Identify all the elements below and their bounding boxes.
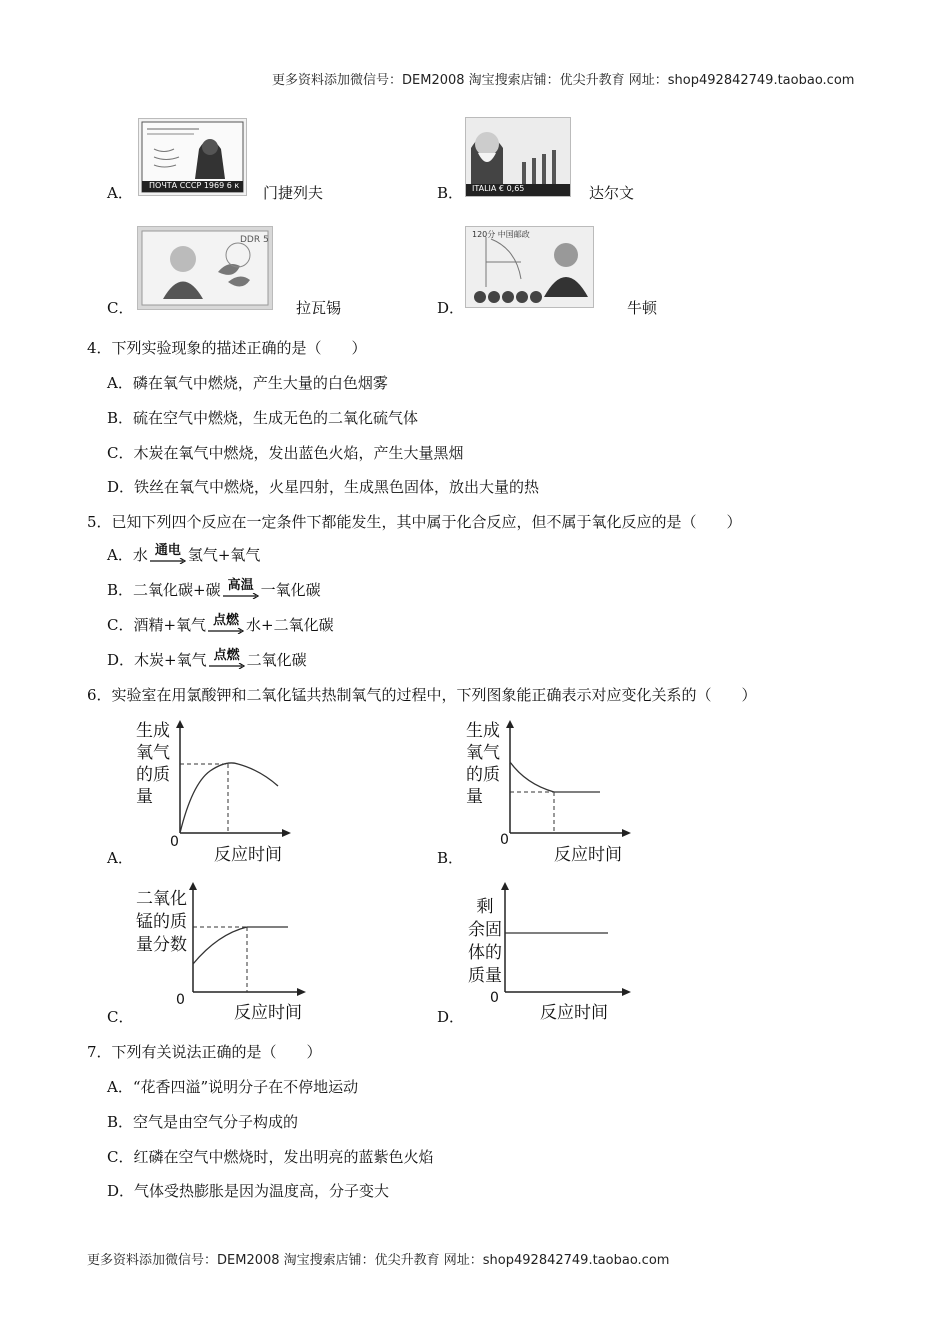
- q3-option-a-name: 门捷列夫: [263, 184, 324, 202]
- q3-option-a-letter: A．: [107, 184, 133, 202]
- stamp-mendeleev-text: ПОЧТА СССР 1969 6 к: [149, 181, 240, 190]
- q3-option-c-letter: C．: [107, 299, 134, 317]
- q6-graph-b: [460, 716, 640, 864]
- stamp-newton-image: [465, 226, 594, 308]
- q6-graph-a: [130, 716, 300, 864]
- graph-d-origin: 0: [490, 990, 499, 1006]
- q7-option-a: A．“花香四溢”说明分子在不停地运动: [107, 1078, 359, 1096]
- q5-option-a: [107, 545, 260, 570]
- q6-graph-c: [130, 878, 310, 1024]
- q5-option-c: [107, 615, 334, 640]
- stamp-mendeleev-image: [138, 118, 247, 196]
- q6-graph-c-letter: C．: [107, 1008, 134, 1026]
- q5-option-d: [107, 650, 307, 675]
- q5-stem: 5．已知下列四个反应在一定条件下都能发生，其中属于化合反应，但不属于氧化反应的是（ ）: [87, 513, 742, 531]
- page-footer: 更多资料添加微信号：DEM2008 淘宝搜索店铺：优尖升教育 网址：shop492842749.taobao.com: [87, 1253, 670, 1268]
- q3-option-c-name: 拉瓦锡: [296, 299, 342, 317]
- q4-stem: 4．下列实验现象的描述正确的是（ ）: [87, 339, 367, 357]
- q6-graph-a-letter: A．: [107, 849, 133, 867]
- arrow-icon: [209, 663, 245, 669]
- q3-option-b-letter: B．: [437, 184, 464, 202]
- q3-option-d-name: 牛顿: [627, 299, 658, 317]
- q5-option-b-left: B．二氧化碳+碳: [107, 581, 221, 599]
- q5-option-c-left: C．酒精+氧气: [107, 616, 207, 634]
- q6-graph-d: [460, 878, 640, 1024]
- q6-graph-d-letter: D．: [437, 1008, 465, 1026]
- graph-c-ylabel: 二氧化 锰的质 量分数: [136, 889, 187, 955]
- q5-option-d-right: 二氧化碳: [246, 651, 307, 669]
- graph-a-ylabel: 生成 氧气 的质 量: [136, 721, 170, 807]
- reaction-arrow: [223, 579, 259, 599]
- q6-graph-b-letter: B．: [437, 849, 464, 867]
- q6-stem: 6．实验室在用氯酸钾和二氧化锰共热制氧气的过程中，下列图象能正确表示对应变化关系的（ ）: [87, 686, 757, 704]
- q3-option-b-name: 达尔文: [589, 184, 635, 202]
- q4-option-a: A．磷在氧气中燃烧，产生大量的白色烟雾: [107, 374, 388, 392]
- stamp-lavoisier-text: DDR 5: [240, 235, 269, 245]
- q7-option-c: C．红磷在空气中燃烧时，发出明亮的蓝紫色火焰: [107, 1148, 434, 1166]
- reaction-arrow: [208, 614, 244, 634]
- graph-d-xlabel: 反应时间: [540, 1003, 608, 1023]
- graph-c-origin: 0: [176, 992, 185, 1008]
- arrow-icon: [150, 558, 186, 564]
- q5-option-b: [107, 580, 321, 605]
- reaction-condition: 点燃: [213, 613, 240, 628]
- arrow-icon: [223, 593, 259, 599]
- q4-option-b: B．硫在空气中燃烧，生成无色的二氧化硫气体: [107, 409, 419, 427]
- q5-option-d-left: D．木炭+氧气: [107, 651, 207, 669]
- arrow-icon: [208, 628, 244, 634]
- q5-option-a-right: 氢气+氧气: [187, 546, 261, 564]
- graph-b-ylabel: 生成 氧气 的质 量: [466, 721, 500, 807]
- graph-b-xlabel: 反应时间: [554, 845, 622, 865]
- graph-a-origin: 0: [170, 834, 179, 850]
- q4-option-d: D．铁丝在氧气中燃烧，火星四射，生成黑色固体，放出大量的热: [107, 478, 540, 496]
- graph-d-ylabel: 剩 余固 体的 质量: [468, 897, 502, 986]
- stamp-newton-text: 120分 中国邮政: [472, 230, 530, 239]
- reaction-condition: 点燃: [213, 648, 240, 663]
- q3-option-d-letter: D．: [437, 299, 465, 317]
- graph-b-origin: 0: [500, 832, 509, 848]
- q7-option-b: B．空气是由空气分子构成的: [107, 1113, 299, 1131]
- reaction-arrow: [150, 544, 186, 564]
- reaction-arrow: [209, 649, 245, 669]
- stamp-lavoisier-image: [137, 226, 273, 310]
- q7-stem: 7．下列有关说法正确的是（ ）: [87, 1043, 322, 1061]
- q5-option-b-right: 一氧化碳: [260, 581, 321, 599]
- reaction-condition: 高温: [227, 578, 254, 593]
- stamp-darwin-text: ITALIA € 0,65: [472, 184, 525, 193]
- graph-c-xlabel: 反应时间: [234, 1003, 302, 1023]
- q4-option-c: C．木炭在氧气中燃烧，发出蓝色火焰，产生大量黑烟: [107, 444, 464, 462]
- graph-a-xlabel: 反应时间: [214, 845, 282, 865]
- q7-option-d: D．气体受热膨胀是因为温度高，分子变大: [107, 1182, 390, 1200]
- q5-option-c-right: 水+二氧化碳: [246, 616, 334, 634]
- q5-option-a-left: A．水: [107, 546, 148, 564]
- stamp-darwin-image: [465, 117, 571, 197]
- reaction-condition: 通电: [154, 543, 181, 558]
- page-header: 更多资料添加微信号：DEM2008 淘宝搜索店铺：优尖升教育 网址：shop492842749.taobao.com: [272, 73, 855, 88]
